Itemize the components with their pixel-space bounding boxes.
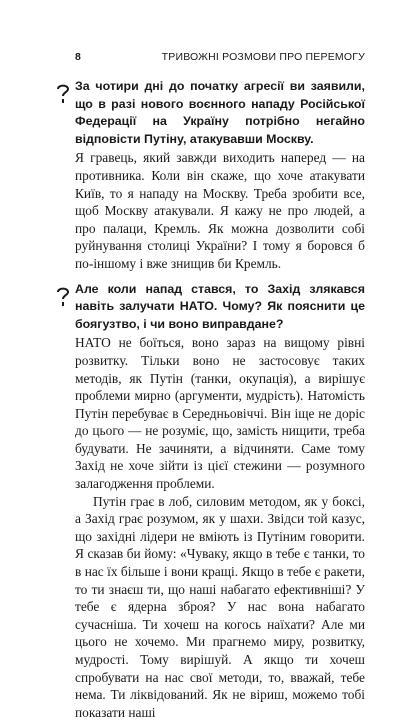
interview-question	[75, 78, 365, 148]
answer-paragraph: НАТО не боїться, воно зараз на вищому рівні розвитку. Тільки воно не застосовує таких методів, як Путін (танки, окупація), а вирішує проблеми мирно (аргументи, мудрість). Натомість Путін перебуває в Середньовіччі. Він іще не доріс до цього — не розуміє, що, замість нищити, треба будувати. Не зачиняти, а відчиняти. Саме тому Захід не хоче зійти із цієї стежини — розумного залагодження проблеми.	[75, 335, 365, 492]
page-number: 8	[75, 51, 81, 63]
interview-question	[75, 281, 365, 334]
answer-paragraph: Я гравець, який завжди виходить наперед — на противника. Коли він скаже, що хоче атакувати Київ, то я нападу на Москву. Треба зробити все, щоб Москву атакували. Я кажу не про людей, а про палаци, Кремль. Як можна дозволити собі руйнування столиці України? І тому я боровся б по-іншому і вже знищив би Кремль.	[75, 150, 365, 271]
interview-answer	[75, 334, 365, 721]
page-header	[75, 50, 365, 66]
question-mark-icon	[56, 285, 70, 307]
running-title: ТРИВОЖНІ РОЗМОВИ ПРО ПЕРЕМОГУ	[161, 51, 365, 63]
interview-answer	[75, 149, 365, 272]
question-mark-icon	[56, 82, 70, 104]
question-text: Але коли напад стався, то Захід злякався навіть залучати НАТО. Чому? Як пояснити це боягузтво, і чи воно виправдане?	[75, 281, 365, 331]
question-text: За чотири дні до початку агресії ви заявили, що в разі нового воєнного нападу Російської Федерації на Україну потрібно негайно відповісти Путіну, атакувавши Москву.	[75, 79, 365, 146]
page-content	[75, 78, 365, 721]
answer-paragraph: Путін грає в лоб, силовим методом, як у боксі, а Захід грає розумом, як у шахи. Звідси той казус, що західні лідери не вміють із Путіним говорити. Я сказав би йому: «Чуваку, якщо в тебе є танки, то в нас їх більше і вони кращі. Якщо в тебе є ракети, то ти знаєш ти, що наші набагато ефективніші? У тебе є ядерна зброя? У нас вона набагато сучасніша. Ти хочеш на когось наїхати? Але ми цього не хочемо. Ми прагнемо миру, розвитку, мудрості. Тому вирішуй. А якщо ти хочеш спробувати на нас свої методи, то, вважай, тебе нема. Ти ліквідований. Як не віриш, можемо тобі показати наші	[75, 493, 365, 720]
